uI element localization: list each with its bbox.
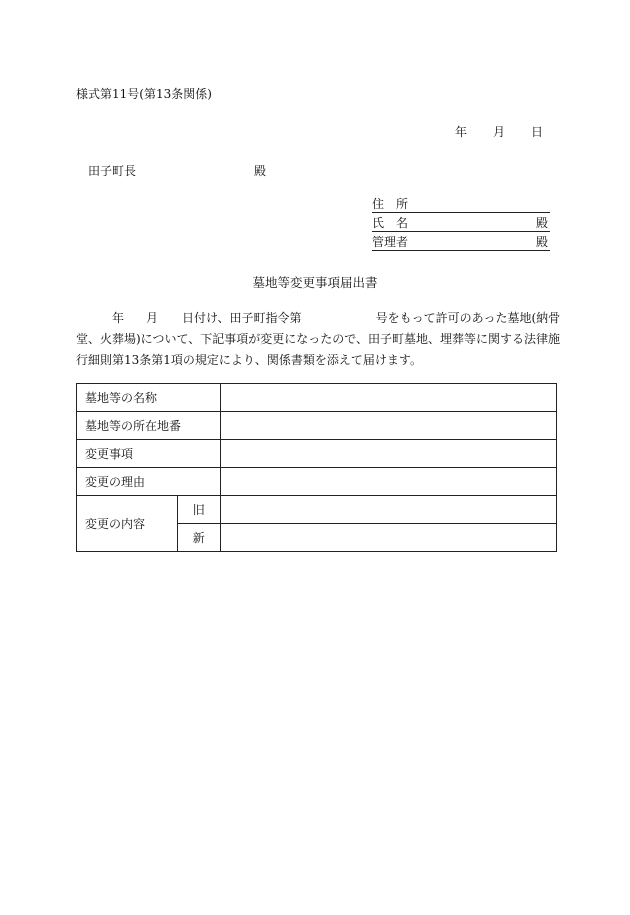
body-line-3: 行細則第13条第1項の規定により、関係書類を添えて届けます。	[76, 353, 422, 367]
table-row	[77, 468, 557, 496]
detail-table	[76, 383, 557, 552]
row-label-cemetery-name: 墓地等の名称	[77, 384, 221, 412]
body-line-1	[76, 308, 561, 329]
addressee-honorific: 殿	[254, 164, 267, 178]
body-month: 月	[146, 311, 159, 325]
applicant-manager-field[interactable]	[372, 233, 550, 251]
table-row	[77, 412, 557, 440]
change-reason-input[interactable]	[221, 468, 557, 496]
form-number: 様式第11号(第13条関係)	[76, 87, 212, 101]
sub-label-old: 旧	[177, 496, 220, 524]
table-row	[77, 440, 557, 468]
applicant-name-field[interactable]	[372, 214, 550, 232]
body-year: 年	[112, 311, 125, 325]
cemetery-name-input[interactable]	[221, 384, 557, 412]
address-label: 住 所	[372, 197, 409, 211]
row-label-change-item: 変更事項	[77, 440, 221, 468]
change-item-input[interactable]	[221, 440, 557, 468]
name-label: 氏 名	[372, 216, 409, 230]
row-label-change-content: 変更の内容	[77, 496, 178, 552]
date-month: 月	[493, 125, 506, 139]
date-year: 年	[455, 125, 468, 139]
addressee-name: 田子町長	[88, 164, 137, 178]
date-day: 日	[531, 125, 544, 139]
sub-label-new: 新	[177, 524, 220, 552]
change-old-input[interactable]	[221, 496, 557, 524]
row-label-location: 墓地等の所在地番	[77, 412, 221, 440]
body-line-1-end: 号をもって許可のあった墓地(納骨	[375, 311, 561, 325]
date-line	[455, 123, 543, 140]
body-line-1-mid: 日付け、田子町指令第	[182, 311, 302, 325]
table-row	[77, 496, 557, 524]
applicant-address-field[interactable]	[372, 195, 550, 213]
name-seal: 殿	[535, 216, 548, 230]
document-title: 墓地等変更事項届出書	[252, 275, 378, 290]
manager-seal: 殿	[535, 235, 548, 249]
location-input[interactable]	[221, 412, 557, 440]
manager-label: 管理者	[372, 235, 409, 249]
body-text	[76, 308, 561, 371]
change-new-input[interactable]	[221, 524, 557, 552]
table-row	[77, 384, 557, 412]
body-line-2: 堂、火葬場)について、下記事項が変更になったので、田子町墓地、埋葬等に関する法律施	[76, 332, 560, 346]
addressee-line	[88, 162, 266, 179]
row-label-change-reason: 変更の理由	[77, 468, 221, 496]
